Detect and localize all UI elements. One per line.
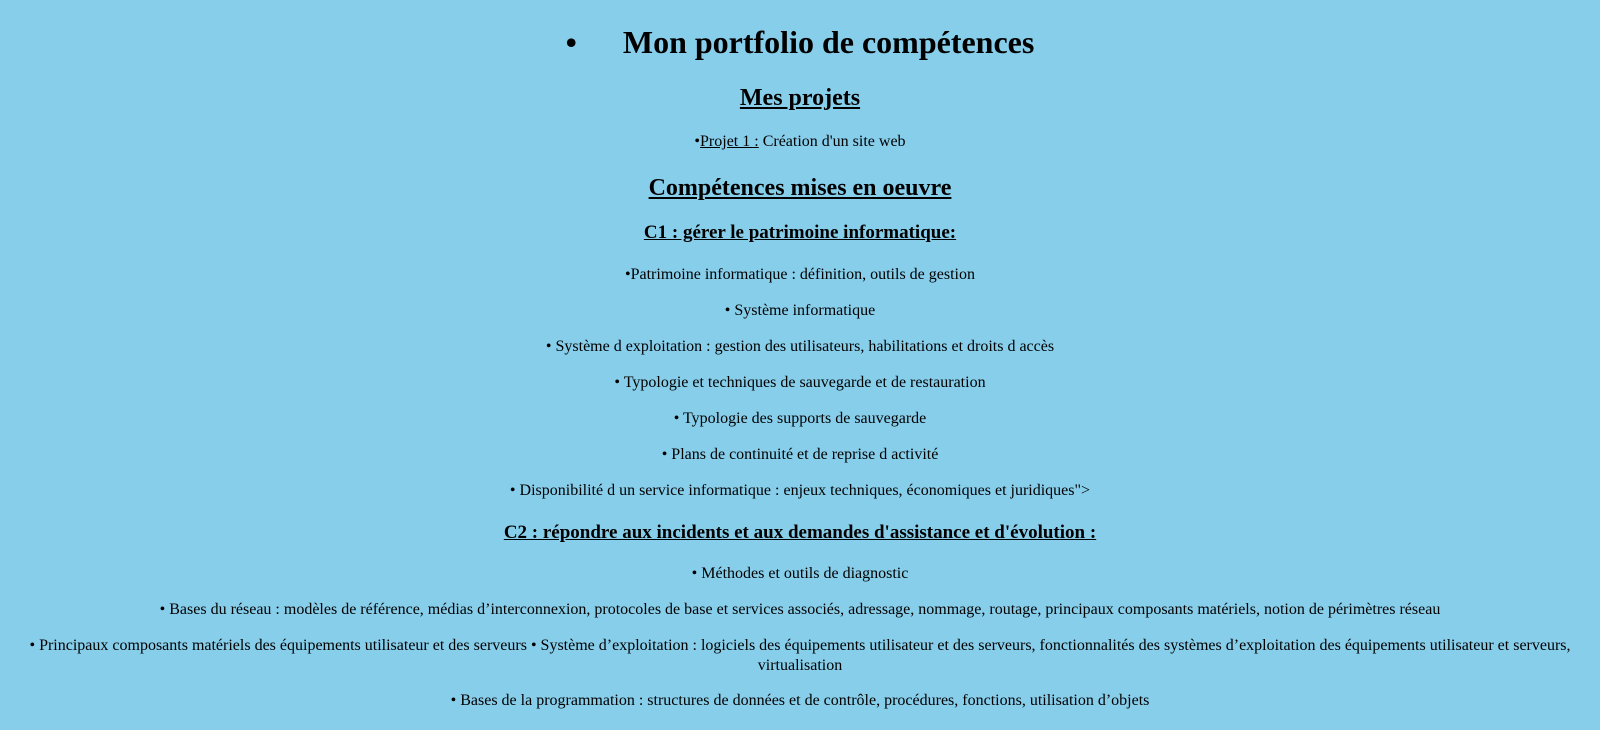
- c2-heading: C2 : répondre aux incidents et aux demandes d'assistance et d'évolution :: [503, 522, 1097, 543]
- project-label: Projet 1 :: [700, 133, 759, 150]
- title-bullet: •: [565, 24, 577, 60]
- project-text: Création d'un site web: [758, 133, 906, 150]
- c2-item: • Bases de la programmation : structures de données et de contrôle, procédures, fonctions, utilisation d’objets: [450, 692, 1150, 709]
- c2-item: • Méthodes et outils de diagnostic: [691, 565, 909, 582]
- projects-heading: Mes projets: [739, 85, 861, 111]
- project-bullet: •: [694, 133, 701, 150]
- c1-item: • Système informatique: [724, 302, 876, 319]
- c1-item: •Patrimoine informatique : définition, outils de gestion: [625, 266, 975, 283]
- c1-item: • Disponibilité d un service informatique : enjeux techniques, économiques et juridiques">: [509, 482, 1091, 499]
- skills-heading: Compétences mises en oeuvre: [648, 175, 952, 201]
- c1-item: • Système d exploitation : gestion des utilisateurs, habilitations et droits d accès: [545, 338, 1055, 355]
- c1-item: • Plans de continuité et de reprise d activité: [661, 446, 939, 463]
- project-item: [0, 132, 1600, 152]
- c2-item: • Bases du réseau : modèles de référence, médias d’interconnexion, protocoles de base et services associés, adressage, nommage, routage, principaux composants matériels, notion de périmètres réseau: [159, 601, 1441, 618]
- page-title-text: Mon portfolio de compétences: [622, 24, 1035, 60]
- c1-heading: C1 : gérer le patrimoine informatique:: [643, 222, 957, 243]
- c1-item: • Typologie et techniques de sauvegarde et de restauration: [614, 374, 986, 391]
- c1-item: • Typologie des supports de sauvegarde: [673, 410, 927, 427]
- c2-item: • Principaux composants matériels des équipements utilisateur et des serveurs • Système d’exploitation : logiciels des équipements utilisateur et des serveurs, fonctionnalités des systèmes d’exploitation des équipements utilisateur et serveurs, virtualisation: [29, 637, 1571, 674]
- page-title: [0, 20, 1600, 64]
